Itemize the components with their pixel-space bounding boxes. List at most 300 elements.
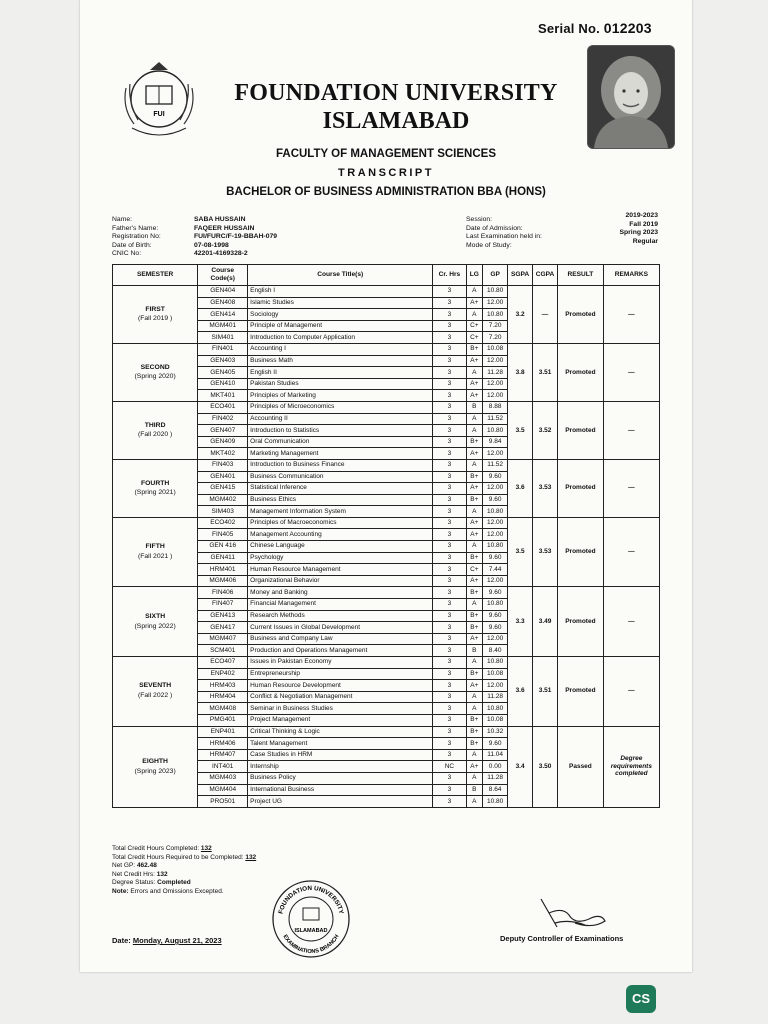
seal-top-text: FOUNDATION UNIVERSITY bbox=[277, 884, 345, 915]
table-row bbox=[113, 343, 660, 355]
table-row bbox=[113, 517, 660, 529]
result-value: Promoted bbox=[558, 587, 604, 657]
semester-term: (Spring 2023) bbox=[134, 767, 176, 775]
course-title: Project UG bbox=[248, 796, 433, 808]
grade-points: 10.08 bbox=[483, 714, 508, 726]
letter-grade: B+ bbox=[466, 668, 483, 680]
cgpa-value: 3.50 bbox=[533, 726, 558, 807]
letter-grade: C+ bbox=[466, 564, 483, 576]
grade-points: 12.00 bbox=[483, 297, 508, 309]
grade-points: 9.60 bbox=[483, 494, 508, 506]
letter-grade: C+ bbox=[466, 332, 483, 344]
grade-points: 12.00 bbox=[483, 483, 508, 495]
credit-hours: 3 bbox=[433, 297, 466, 309]
grade-points: 9.60 bbox=[483, 471, 508, 483]
letter-grade: A bbox=[466, 309, 483, 321]
signatory-title: Deputy Controller of Examinations bbox=[500, 934, 624, 943]
credit-hours: 3 bbox=[433, 494, 466, 506]
course-code: GEN409 bbox=[198, 436, 248, 448]
course-code: GEN405 bbox=[198, 367, 248, 379]
course-code: GEN414 bbox=[198, 309, 248, 321]
credit-hours: 3 bbox=[433, 575, 466, 587]
letter-grade: B+ bbox=[466, 494, 483, 506]
course-title: Chinese Language bbox=[248, 541, 433, 553]
course-code: SIM403 bbox=[198, 506, 248, 518]
transcript-body bbox=[113, 286, 660, 808]
credit-hours: 3 bbox=[433, 378, 466, 390]
course-code: GEN415 bbox=[198, 483, 248, 495]
course-title: Business Math bbox=[248, 355, 433, 367]
letter-grade: B+ bbox=[466, 714, 483, 726]
course-code: MGM407 bbox=[198, 633, 248, 645]
course-code: ECO401 bbox=[198, 401, 248, 413]
sgpa-value: 3.6 bbox=[508, 459, 533, 517]
course-title: English II bbox=[248, 367, 433, 379]
remarks-value: Degree requirements completed bbox=[603, 726, 659, 807]
header-sgpa: SGPA bbox=[508, 265, 533, 286]
course-code: MGM404 bbox=[198, 784, 248, 796]
grade-points: 7.20 bbox=[483, 332, 508, 344]
transcript-sheet bbox=[80, 0, 692, 972]
grade-points: 12.00 bbox=[483, 355, 508, 367]
letter-grade: B+ bbox=[466, 471, 483, 483]
course-title: Statistical Inference bbox=[248, 483, 433, 495]
credit-hours: 3 bbox=[433, 529, 466, 541]
semester-term: (Spring 2021) bbox=[134, 489, 176, 497]
result-value: Promoted bbox=[558, 343, 604, 401]
table-row bbox=[113, 587, 660, 599]
logo-text: FUI bbox=[153, 111, 165, 118]
university-logo bbox=[118, 58, 200, 140]
sgpa-value: 3.2 bbox=[508, 286, 533, 344]
grade-points: 12.00 bbox=[483, 680, 508, 692]
grade-points: 12.00 bbox=[483, 633, 508, 645]
credit-hours: 3 bbox=[433, 714, 466, 726]
header-letter-grade: LG bbox=[466, 265, 483, 286]
issue-date-value: Monday, August 21, 2023 bbox=[132, 936, 222, 945]
faculty-name: FACULTY OF MANAGEMENT SCIENCES bbox=[276, 148, 496, 160]
course-code: MGM402 bbox=[198, 494, 248, 506]
course-code: ENP401 bbox=[198, 726, 248, 738]
grade-points: 10.80 bbox=[483, 796, 508, 808]
course-code: MKT401 bbox=[198, 390, 248, 402]
dob-value: 07-08-1998 bbox=[194, 241, 229, 249]
course-code: SIM401 bbox=[198, 332, 248, 344]
grade-points: 10.32 bbox=[483, 726, 508, 738]
course-code: ECO407 bbox=[198, 657, 248, 669]
course-code: GEN417 bbox=[198, 622, 248, 634]
semester-term: (Fall 2022 ) bbox=[137, 692, 173, 700]
credit-hours: 3 bbox=[433, 541, 466, 553]
letter-grade: A bbox=[466, 425, 483, 437]
credit-hours: 3 bbox=[433, 633, 466, 645]
student-labels bbox=[112, 216, 161, 259]
course-code: FIN406 bbox=[198, 587, 248, 599]
cgpa-value: 3.51 bbox=[533, 343, 558, 401]
header-course-title: Course Title(s) bbox=[248, 265, 433, 286]
last-exam-value: Spring 2023 bbox=[619, 229, 658, 237]
table-row bbox=[113, 401, 660, 413]
semester-name: THIRD bbox=[144, 421, 166, 429]
sgpa-value: 3.8 bbox=[508, 343, 533, 401]
table-row bbox=[113, 286, 660, 298]
letter-grade: B+ bbox=[466, 610, 483, 622]
course-title: Islamic Studies bbox=[248, 297, 433, 309]
course-title: Principles of Marketing bbox=[248, 390, 433, 402]
course-title: Entrepreneurship bbox=[248, 668, 433, 680]
course-title: Introduction to Business Finance bbox=[248, 459, 433, 471]
student-photo bbox=[587, 45, 675, 149]
credit-hours: 3 bbox=[433, 772, 466, 784]
course-title: Accounting I bbox=[248, 343, 433, 355]
credit-hours: 3 bbox=[433, 309, 466, 321]
course-code: GEN407 bbox=[198, 425, 248, 437]
course-title: Current Issues in Global Development bbox=[248, 622, 433, 634]
letter-grade: A bbox=[466, 599, 483, 611]
course-title: Financial Management bbox=[248, 599, 433, 611]
last-exam-label: Last Examination held in: bbox=[466, 233, 542, 241]
registration-label: Registration No: bbox=[112, 233, 161, 241]
course-code: GEN410 bbox=[198, 378, 248, 390]
letter-grade: A bbox=[466, 796, 483, 808]
university-name-line1: FOUNDATION UNIVERSITY bbox=[234, 80, 558, 106]
course-code: HRM403 bbox=[198, 680, 248, 692]
credit-hours: 3 bbox=[433, 483, 466, 495]
net-credit-label: Net Credit Hrs: bbox=[112, 870, 155, 878]
sgpa-value: 3.5 bbox=[508, 401, 533, 459]
letter-grade: A bbox=[466, 749, 483, 761]
remarks-value: — bbox=[603, 343, 659, 401]
course-code: MGM406 bbox=[198, 575, 248, 587]
totals-block bbox=[112, 845, 256, 896]
semester-cell bbox=[113, 401, 198, 459]
grade-points: 10.80 bbox=[483, 506, 508, 518]
letter-grade: A bbox=[466, 657, 483, 669]
credit-hours: 3 bbox=[433, 587, 466, 599]
letter-grade: B+ bbox=[466, 343, 483, 355]
credit-completed-value: 132 bbox=[200, 845, 212, 852]
credit-hours: 3 bbox=[433, 622, 466, 634]
course-title: English I bbox=[248, 286, 433, 298]
seal-bottom-text: EXAMINATIONS BRANCH bbox=[281, 933, 341, 956]
table-row bbox=[113, 726, 660, 738]
session-values bbox=[600, 212, 658, 246]
letter-grade: A+ bbox=[466, 517, 483, 529]
grade-points: 10.08 bbox=[483, 343, 508, 355]
letter-grade: B+ bbox=[466, 552, 483, 564]
grade-points: 7.44 bbox=[483, 564, 508, 576]
credit-hours: 3 bbox=[433, 343, 466, 355]
grade-points: 11.52 bbox=[483, 413, 508, 425]
course-code: GEN404 bbox=[198, 286, 248, 298]
credit-required-label: Total Credit Hours Required to be Completed: bbox=[112, 853, 244, 861]
course-code: ECO402 bbox=[198, 517, 248, 529]
credit-hours: 3 bbox=[433, 784, 466, 796]
table-row bbox=[113, 459, 660, 471]
registration-value: FUI/FURC/F-19-BBAH-079 bbox=[194, 233, 278, 241]
letter-grade: B bbox=[466, 401, 483, 413]
course-code: FIN405 bbox=[198, 529, 248, 541]
document-type: TRANSCRIPT bbox=[338, 167, 434, 179]
remarks-value: — bbox=[603, 587, 659, 657]
course-code: FIN401 bbox=[198, 343, 248, 355]
net-gp-value: 462.48 bbox=[136, 862, 157, 869]
letter-grade: A+ bbox=[466, 483, 483, 495]
grade-points: 8.88 bbox=[483, 401, 508, 413]
course-title: Management Accounting bbox=[248, 529, 433, 541]
grade-points: 11.04 bbox=[483, 749, 508, 761]
admission-label: Date of Admission: bbox=[466, 224, 523, 232]
grade-points: 9.60 bbox=[483, 552, 508, 564]
letter-grade: B+ bbox=[466, 622, 483, 634]
course-code: MGM408 bbox=[198, 703, 248, 715]
remarks-value: — bbox=[603, 657, 659, 727]
semester-name: FIRST bbox=[145, 305, 165, 313]
letter-grade: A+ bbox=[466, 355, 483, 367]
course-code: SCM401 bbox=[198, 645, 248, 657]
credit-hours: 3 bbox=[433, 506, 466, 518]
course-code: GEN 416 bbox=[198, 541, 248, 553]
letter-grade: A bbox=[466, 772, 483, 784]
credit-hours: 3 bbox=[433, 691, 466, 703]
course-title: Introduction to Statistics bbox=[248, 425, 433, 437]
letter-grade: A bbox=[466, 691, 483, 703]
course-title: Critical Thinking & Logic bbox=[248, 726, 433, 738]
semester-name: SECOND bbox=[140, 363, 170, 371]
credit-hours: 3 bbox=[433, 459, 466, 471]
grade-points: 11.52 bbox=[483, 459, 508, 471]
grade-points: 9.60 bbox=[483, 610, 508, 622]
course-title: Business Ethics bbox=[248, 494, 433, 506]
study-mode-label: Mode of Study: bbox=[466, 241, 512, 249]
letter-grade: A bbox=[466, 506, 483, 518]
semester-cell bbox=[113, 587, 198, 657]
note-label: Note: bbox=[112, 887, 129, 895]
cgpa-value: 3.49 bbox=[533, 587, 558, 657]
sgpa-value: 3.3 bbox=[508, 587, 533, 657]
course-title: Business Communication bbox=[248, 471, 433, 483]
semester-name: SEVENTH bbox=[139, 682, 172, 690]
course-title: Sociology bbox=[248, 309, 433, 321]
grade-points: 11.28 bbox=[483, 367, 508, 379]
course-code: GEN413 bbox=[198, 610, 248, 622]
credit-hours: 3 bbox=[433, 367, 466, 379]
semester-name: SIXTH bbox=[145, 612, 166, 620]
semester-name: EIGHTH bbox=[142, 757, 168, 765]
remarks-value: — bbox=[603, 459, 659, 517]
father-name-value: FAQEER HUSSAIN bbox=[194, 224, 255, 232]
course-title: Oral Communication bbox=[248, 436, 433, 448]
letter-grade: A+ bbox=[466, 378, 483, 390]
credit-completed-label: Total Credit Hours Completed: bbox=[112, 845, 200, 852]
grade-points: 8.40 bbox=[483, 645, 508, 657]
course-code: MGM403 bbox=[198, 772, 248, 784]
credit-hours: 3 bbox=[433, 332, 466, 344]
credit-hours: 3 bbox=[433, 401, 466, 413]
course-code: FIN407 bbox=[198, 599, 248, 611]
course-title: Principles of Microeconomics bbox=[248, 401, 433, 413]
course-title: Psychology bbox=[248, 552, 433, 564]
course-code: INT401 bbox=[198, 761, 248, 773]
serial-number bbox=[538, 20, 652, 36]
letter-grade: A+ bbox=[466, 297, 483, 309]
course-code: MKT402 bbox=[198, 448, 248, 460]
session-labels bbox=[466, 216, 542, 250]
grade-points: 10.80 bbox=[483, 703, 508, 715]
cgpa-value: 3.53 bbox=[533, 517, 558, 587]
course-title: Marketing Management bbox=[248, 448, 433, 460]
semester-cell bbox=[113, 459, 198, 517]
header-result: RESULT bbox=[558, 265, 604, 286]
course-title: Introduction to Computer Application bbox=[248, 332, 433, 344]
credit-hours: 3 bbox=[433, 286, 466, 298]
result-value: Passed bbox=[558, 726, 604, 807]
cgpa-value: — bbox=[533, 286, 558, 344]
semester-term: (Spring 2022) bbox=[134, 622, 176, 630]
letter-grade: B+ bbox=[466, 726, 483, 738]
credit-hours: 3 bbox=[433, 425, 466, 437]
serial-label: Serial No. bbox=[538, 21, 600, 36]
course-title: Seminar in Business Studies bbox=[248, 703, 433, 715]
examinations-seal bbox=[270, 878, 352, 960]
result-value: Promoted bbox=[558, 459, 604, 517]
result-value: Promoted bbox=[558, 657, 604, 727]
course-title: Project Management bbox=[248, 714, 433, 726]
letter-grade: A+ bbox=[466, 575, 483, 587]
remarks-value: — bbox=[603, 286, 659, 344]
degree-status-label: Degree Status: bbox=[112, 879, 156, 886]
credit-hours: 3 bbox=[433, 645, 466, 657]
letter-grade: A bbox=[466, 703, 483, 715]
course-title: Conflict & Negotiation Management bbox=[248, 691, 433, 703]
net-gp-label: Net GP: bbox=[112, 862, 136, 869]
cnic-label: CNIC No: bbox=[112, 250, 142, 258]
credit-hours: 3 bbox=[433, 610, 466, 622]
course-title: Business Policy bbox=[248, 772, 433, 784]
course-title: Accounting II bbox=[248, 413, 433, 425]
course-code: FIN403 bbox=[198, 459, 248, 471]
grade-points: 10.80 bbox=[483, 599, 508, 611]
sgpa-value: 3.5 bbox=[508, 517, 533, 587]
credit-hours: 3 bbox=[433, 564, 466, 576]
course-code: GEN403 bbox=[198, 355, 248, 367]
cgpa-value: 3.52 bbox=[533, 401, 558, 459]
course-title: Pakistan Studies bbox=[248, 378, 433, 390]
course-code: GEN408 bbox=[198, 297, 248, 309]
credit-required-value: 132 bbox=[245, 853, 257, 861]
credit-hours: 3 bbox=[433, 680, 466, 692]
semester-name: FOURTH bbox=[140, 479, 170, 487]
grade-points: 9.60 bbox=[483, 738, 508, 750]
letter-grade: A+ bbox=[466, 390, 483, 402]
remarks-value: — bbox=[603, 517, 659, 587]
session-label: Session: bbox=[466, 216, 493, 223]
course-title: Management Information System bbox=[248, 506, 433, 518]
name-value: SABA HUSSAIN bbox=[194, 216, 246, 223]
course-code: FIN402 bbox=[198, 413, 248, 425]
issue-date bbox=[112, 936, 222, 945]
grade-points: 7.20 bbox=[483, 320, 508, 332]
dob-label: Date of Birth: bbox=[112, 241, 152, 249]
father-name-label: Father's Name: bbox=[112, 224, 159, 232]
credit-hours: 3 bbox=[433, 390, 466, 402]
grade-points: 10.80 bbox=[483, 657, 508, 669]
grade-points: 11.28 bbox=[483, 691, 508, 703]
semester-cell bbox=[113, 657, 198, 727]
credit-hours: 3 bbox=[433, 599, 466, 611]
grade-points: 10.08 bbox=[483, 668, 508, 680]
credit-hours: 3 bbox=[433, 448, 466, 460]
grade-points: 12.00 bbox=[483, 378, 508, 390]
letter-grade: A bbox=[466, 413, 483, 425]
course-code: GEN401 bbox=[198, 471, 248, 483]
grade-points: 10.80 bbox=[483, 286, 508, 298]
course-title: Human Resource Management bbox=[248, 564, 433, 576]
course-title: Talent Management bbox=[248, 738, 433, 750]
course-title: International Business bbox=[248, 784, 433, 796]
sgpa-value: 3.6 bbox=[508, 657, 533, 727]
semester-cell bbox=[113, 286, 198, 344]
signature bbox=[535, 893, 610, 931]
sgpa-value: 3.4 bbox=[508, 726, 533, 807]
letter-grade: B bbox=[466, 645, 483, 657]
cnic-value: 42201-4169328-2 bbox=[194, 250, 248, 258]
letter-grade: A bbox=[466, 459, 483, 471]
grade-points: 9.60 bbox=[483, 622, 508, 634]
issue-date-label: Date: bbox=[112, 936, 131, 945]
course-code: PRO501 bbox=[198, 796, 248, 808]
credit-hours: 3 bbox=[433, 657, 466, 669]
net-credit-value: 132 bbox=[156, 870, 168, 878]
credit-hours: 3 bbox=[433, 796, 466, 808]
course-code: GEN411 bbox=[198, 552, 248, 564]
grade-points: 8.64 bbox=[483, 784, 508, 796]
course-title: Principle of Management bbox=[248, 320, 433, 332]
cgpa-value: 3.51 bbox=[533, 657, 558, 727]
grade-points: 12.00 bbox=[483, 517, 508, 529]
cgpa-value: 3.53 bbox=[533, 459, 558, 517]
course-code: HRM401 bbox=[198, 564, 248, 576]
serial-value: 012203 bbox=[603, 20, 652, 36]
course-code: HRM404 bbox=[198, 691, 248, 703]
grade-points: 10.80 bbox=[483, 541, 508, 553]
table-row bbox=[113, 657, 660, 669]
remarks-value: — bbox=[603, 401, 659, 459]
result-value: Promoted bbox=[558, 401, 604, 459]
course-code: HRM407 bbox=[198, 749, 248, 761]
grade-points: 9.84 bbox=[483, 436, 508, 448]
course-title: Issues in Pakistan Economy bbox=[248, 657, 433, 669]
course-title: Case Studies in HRM bbox=[248, 749, 433, 761]
university-name-line2: ISLAMABAD bbox=[322, 108, 470, 134]
letter-grade: B+ bbox=[466, 587, 483, 599]
credit-hours: 3 bbox=[433, 552, 466, 564]
session-value: 2019-2023 bbox=[625, 212, 658, 219]
credit-hours: 3 bbox=[433, 471, 466, 483]
letter-grade: A bbox=[466, 367, 483, 379]
course-title: Production and Operations Management bbox=[248, 645, 433, 657]
credit-hours: 3 bbox=[433, 738, 466, 750]
grade-points: 10.80 bbox=[483, 425, 508, 437]
course-title: Organizational Behavior bbox=[248, 575, 433, 587]
course-code: MGM401 bbox=[198, 320, 248, 332]
grade-points: 11.28 bbox=[483, 772, 508, 784]
letter-grade: B+ bbox=[466, 738, 483, 750]
course-title: Internship bbox=[248, 761, 433, 773]
letter-grade: A+ bbox=[466, 529, 483, 541]
table-header-row bbox=[113, 265, 660, 286]
credit-hours: 3 bbox=[433, 703, 466, 715]
